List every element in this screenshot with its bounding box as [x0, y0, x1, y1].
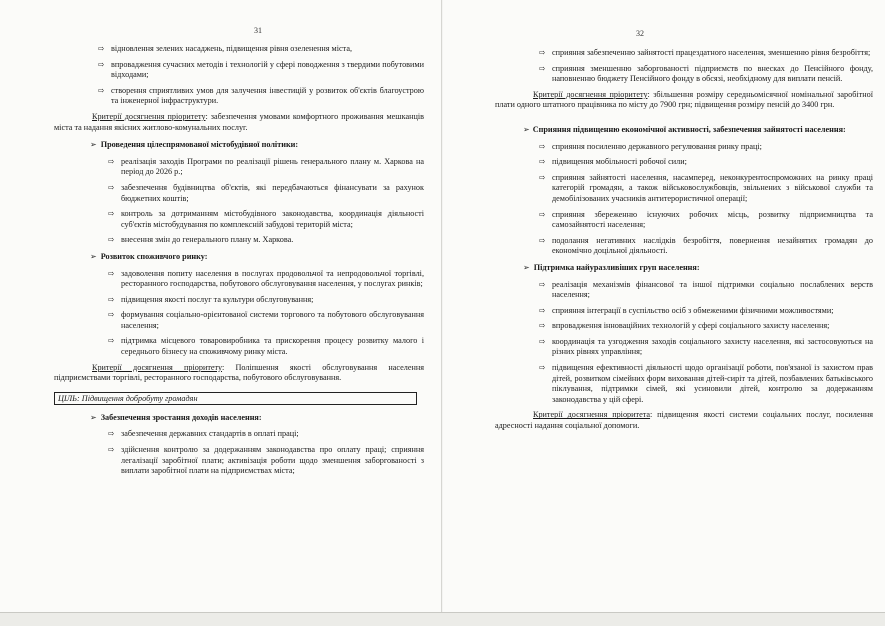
arrow-bullet-icon: ⇨: [539, 321, 546, 331]
list-item: ⇨ формування соціально-орієнтованої системи торгового та побутового обслуговування населення;: [108, 310, 424, 330]
arrow-bullet-icon: ⇨: [98, 44, 105, 53]
list-item: ⇨ підтримка місцевого товаровиробника та прискорення процесу розвитку малого і середнього бізнесу на споживчому ринку міста.: [108, 336, 424, 357]
arrow-bullet-icon: ⇨: [539, 63, 546, 73]
priority-criteria: Критерії досягнення пріоритету: забезпечення умовами комфортного проживання мешканців міста та надання якісних житлово-комунальних послуг.: [54, 111, 424, 132]
list-item: ⇨ створення сприятливих умов для залучення інвестицій у розвиток об'єктів благоустрою та інженерної інфраструктури.: [98, 85, 424, 106]
arrow-bullet-icon: ⇨: [108, 235, 115, 245]
page-number: 31: [254, 26, 262, 35]
list-item: ⇨ реалізація механізмів фінансової та іншої підтримки соціально послаблених верств населення;: [539, 279, 873, 300]
arrow-bullet-icon: ⇨: [539, 305, 546, 315]
scan-edge: [0, 612, 885, 626]
arrow-bullet-icon: ⇨: [539, 141, 546, 151]
section-heading: ➢ Забезпечення зростання доходів населення:: [90, 412, 262, 422]
arrow-bullet-icon: ⇨: [98, 59, 105, 69]
section-heading: ➢ Проведення цілеспрямованої містобудівної політики:: [90, 140, 299, 150]
right-page: [443, 0, 885, 612]
arrow-bullet-icon: ⇨: [108, 336, 115, 346]
list-item: ⇨ подолання негативних наслідків безробіття, повернення незайнятих громадян до економічно доцільної діяльності.: [539, 235, 873, 256]
left-page: [0, 0, 442, 612]
list-item: ⇨ сприяння забезпеченню зайнятості працездатного населення, зменшенню рівня безробіття;: [539, 48, 871, 57]
arrow-bullet-icon: ⇨: [108, 182, 115, 192]
triangle-pointer-icon: ➢: [523, 262, 530, 272]
arrow-bullet-icon: ⇨: [539, 363, 546, 373]
list-item: ⇨ сприяння зменшенню заборгованості підприємств по внесках до Пенсійного фонду, наповненню бюджету Пенсійного фонду в обсязі, необхідному для виплати пенсій.: [539, 63, 873, 84]
list-item: ⇨ внесення змін до генерального плану м. Харкова.: [108, 235, 294, 245]
list-item: ⇨ впровадження інноваційних технологій у сфері соціального захисту населення;: [539, 321, 830, 331]
list-item: ⇨ сприяння зайнятості населення, насамперед, неконкурентоспроможних на ринку праці категорій громадян, а також військовослужбовців, звільнених з військової служби та демобілізованих учасників антитерористичної операції;: [539, 172, 873, 203]
list-item: ⇨ контроль за дотриманням містобудівного законодавства, координація діяльності суб'єктів містобудування по комплексній забудові територій міста;: [108, 209, 424, 229]
list-item: ⇨ підвищення мобільності робочої сили;: [539, 157, 687, 167]
arrow-bullet-icon: ⇨: [539, 157, 546, 167]
arrow-bullet-icon: ⇨: [108, 209, 115, 219]
section-heading: ➢ Сприяння підвищенню економічної активності, забезпечення зайнятості населення:: [523, 124, 846, 134]
arrow-bullet-icon: ⇨: [108, 294, 115, 304]
section-heading: ➢ Розвиток споживчого ринку:: [90, 251, 208, 261]
arrow-bullet-icon: ⇨: [108, 429, 115, 439]
list-item: ⇨ сприяння посиленню державного регулювання ринку праці;: [539, 141, 762, 151]
arrow-bullet-icon: ⇨: [108, 156, 115, 166]
list-item: ⇨ здійснення контролю за додержанням законодавства про оплату праці; сприяння легалізації заробітної плати; активізація роботи щодо зменшення заборгованості з виплати заробітної плати на підприємствах міста;: [108, 445, 424, 476]
section-heading: ➢ Підтримка найуразливіших груп населення:: [523, 262, 700, 272]
goal-box: ЦІЛЬ: Підвищення добробуту громадян: [54, 392, 417, 405]
list-item: ⇨ задоволення попиту населення в послугах продовольчої та непродовольчої торгівлі, ресторанного господарства, побутового обслуговування населення, у послугах ринків;: [108, 268, 424, 289]
arrow-bullet-icon: ⇨: [539, 172, 546, 182]
priority-criteria: Критерії досягнення пріоритету: Поліпшення якості обслуговування населення підприємствами торгівлі, ресторанного господарства, побутового обслуговування.: [54, 362, 424, 383]
triangle-pointer-icon: ➢: [90, 140, 97, 150]
arrow-bullet-icon: ⇨: [108, 268, 115, 278]
list-item: ⇨ підвищення якості послуг та культури обслуговування;: [108, 294, 314, 304]
priority-criteria: Критерії досягнення пріоритету: збільшення розміру середньомісячної номінальної заробітної плати одного штатного працівника по місту до 7900 грн; підвищення розміру пенсій до 3400 грн.: [495, 89, 874, 110]
arrow-bullet-icon: ⇨: [539, 48, 546, 57]
triangle-pointer-icon: ➢: [90, 412, 97, 422]
arrow-bullet-icon: ⇨: [539, 336, 546, 346]
arrow-bullet-icon: ⇨: [98, 85, 105, 95]
triangle-pointer-icon: ➢: [90, 251, 97, 261]
right-page-content: [495, 48, 873, 439]
priority-criteria: Критерії досягнення пріоритета: підвищення якості системи соціальних послуг, посилення адресності надання соціальної допомоги.: [495, 410, 873, 431]
list-item: ⇨ забезпечення державних стандартів в оплаті праці;: [108, 429, 299, 439]
list-item: ⇨ сприяння інтеграції в суспільство осіб з обмеженими фізичними можливостями;: [539, 305, 834, 315]
arrow-bullet-icon: ⇨: [539, 209, 546, 219]
page-number: 32: [636, 29, 644, 38]
list-item: ⇨ відновлення зелених насаджень, підвищення рівня озеленення міста,: [98, 44, 353, 53]
list-item: ⇨ координація та узгодження заходів соціального захисту населення, які застосовуються на різних рівнях управління;: [539, 336, 873, 357]
list-item: ⇨ забезпечення будівництва об'єктів, які передбачаються фінансувати за рахунок бюджетних коштів;: [108, 182, 424, 203]
arrow-bullet-icon: ⇨: [539, 279, 546, 289]
list-item: ⇨ сприяння збереженню існуючих робочих місць, розвитку підприємництва та самозайнятості населення;: [539, 209, 873, 230]
left-page-content: [54, 44, 424, 482]
list-item: ⇨ підвищення ефективності діяльності щодо організації роботи, пов'язаної із захистом прав дітей, розвитком сімейних форм виховання дітей-сиріт та дітей, позбавлених батьківського піклування, підтримки сімей, які усиновили дітей, контролю за додержанням законодавства у цій сфері.: [539, 363, 873, 404]
list-item: ⇨ впровадження сучасних методів і технологій у сфері поводження з твердими побутовими відходами;: [98, 59, 424, 80]
arrow-bullet-icon: ⇨: [539, 235, 546, 245]
arrow-bullet-icon: ⇨: [108, 310, 115, 320]
list-item: ⇨ реалізація заходів Програми по реалізації рішень генерального плану м. Харкова на період до 2026 р.;: [108, 156, 424, 177]
arrow-bullet-icon: ⇨: [108, 445, 115, 455]
triangle-pointer-icon: ➢: [523, 124, 530, 134]
